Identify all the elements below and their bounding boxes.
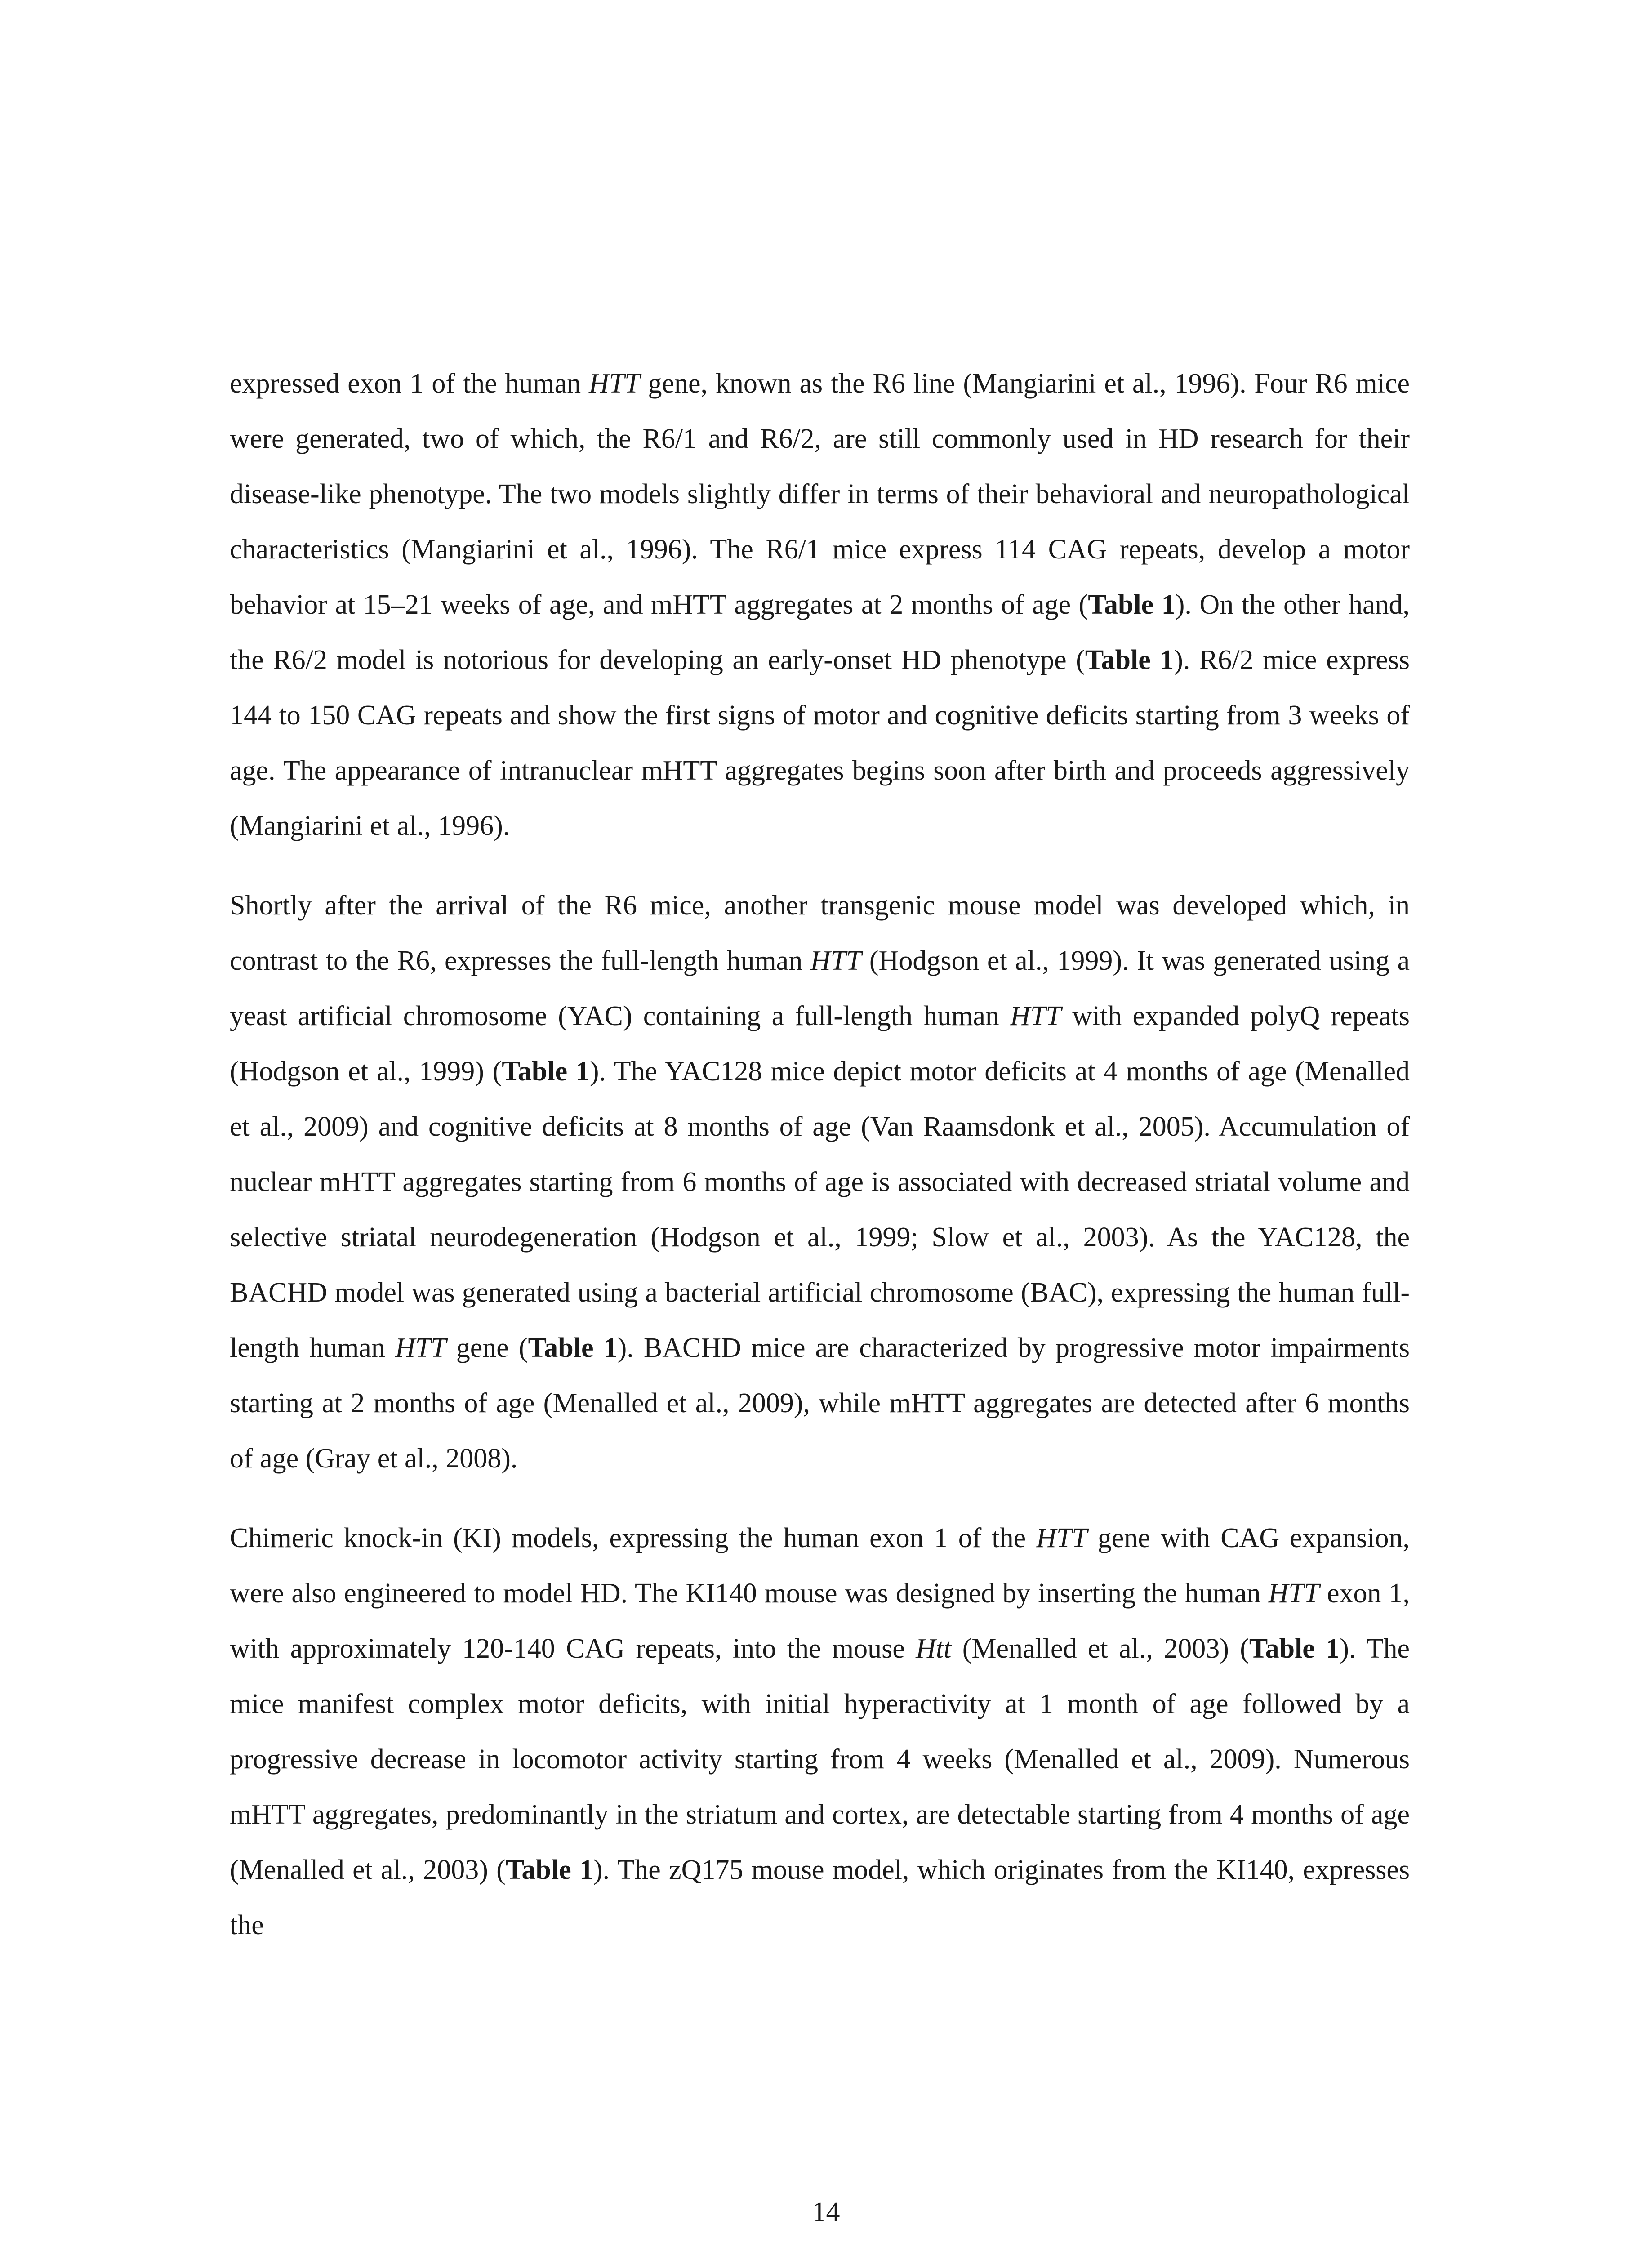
text-run: ). On the other hand, the R6/2 model is notorious for developing an early-onset HD phenotype ( — [230, 589, 1410, 675]
table-reference: Table 1 — [1249, 1633, 1340, 1664]
text-run: Chimeric knock-in (KI) models, expressing the human exon 1 of the — [230, 1523, 1037, 1553]
text-run: Shortly after the arrival of the R6 mice, another transgenic mouse model was developed which, in contrast to the R6, expresses the full-length human — [230, 890, 1410, 976]
italic-gene-name: HTT — [1036, 1523, 1087, 1553]
text-run: ). R6/2 mice express 144 to 150 CAG repeats and show the first signs of motor and cognitive deficits starting from 3 weeks of age. The appearance of intranuclear mHTT aggregates begins soon after birth and proceeds aggressively (Mangiarini et al., 1996). — [230, 645, 1410, 841]
italic-gene-name: HTT — [395, 1333, 446, 1363]
paragraph-yac-bac-models — [230, 878, 1410, 1486]
table-reference: Table 1 — [1088, 589, 1176, 620]
text-run: gene, known as the R6 line (Mangiarini et al., 1996). Four R6 mice were generated, two of which, the R6/1 and R6/2, are still commonly used in HD research for their disease-like phenotype. The two models slightly differ in terms of their behavioral and neuropathological characteristics (Mangiarini et al., 1996). The R6/1 mice express 114 CAG repeats, develop a motor behavior at 15–21 weeks of age, and mHTT aggregates at 2 months of age ( — [230, 368, 1410, 620]
page-number: 14 — [812, 2197, 840, 2227]
text-run: (Menalled et al., 2003) ( — [951, 1633, 1249, 1664]
body-text — [230, 356, 1410, 1953]
text-run: ). The zQ175 mouse model, which originates from the KI140, expresses the — [230, 1855, 1410, 1940]
italic-gene-name: HTT — [588, 368, 640, 399]
text-run: ). The YAC128 mice depict motor deficits at 4 months of age (Menalled et al., 2009) and cognitive deficits at 8 months of age (Van Raamsdonk et al., 2005). Accumulation of nuclear mHTT aggregates starting from 6 months of age is associated with decreased striatal volume and selective striatal neurodegeneration (Hodgson et al., 1999; Slow et al., 2003). As the YAC128, the BACHD model was generated using a bacterial artificial chromosome (BAC), expressing the human full-length human — [230, 1056, 1410, 1363]
table-reference: Table 1 — [1085, 645, 1174, 675]
text-run: gene with CAG expansion, were also engineered to model HD. The KI140 mouse was designed by inserting the human — [230, 1523, 1410, 1609]
text-run: expressed exon 1 of the human — [230, 368, 589, 399]
italic-gene-name: Htt — [916, 1633, 952, 1664]
table-reference: Table 1 — [528, 1333, 618, 1363]
text-run: ). The mice manifest complex motor deficits, with initial hyperactivity at 1 month of age followed by a progressive decrease in locomotor activity starting from 4 weeks (Menalled et al., 2009). Numerous mHTT aggregates, predominantly in the striatum and cortex, are detectable starting from 4 months of age (Menalled et al., 2003) ( — [230, 1633, 1410, 1885]
italic-gene-name: HTT — [1010, 1001, 1061, 1031]
text-run: exon 1, with approximately 120-140 CAG repeats, into the mouse — [230, 1578, 1410, 1664]
text-run: (Hodgson et al., 1999). It was generated using a yeast artificial chromosome (YAC) containing a full-length human — [230, 946, 1410, 1031]
table-reference: Table 1 — [502, 1056, 590, 1087]
paragraph-knock-in-models — [230, 1511, 1410, 1953]
italic-gene-name: HTT — [810, 946, 862, 976]
text-run: with expanded polyQ repeats (Hodgson et al., 1999) ( — [230, 1001, 1410, 1087]
text-run: gene ( — [446, 1333, 528, 1363]
italic-gene-name: HTT — [1268, 1578, 1320, 1609]
table-reference: Table 1 — [505, 1855, 594, 1885]
paragraph-r6-models — [230, 356, 1410, 854]
text-run: ). BACHD mice are characterized by progressive motor impairments starting at 2 months of age (Menalled et al., 2009), while mHTT aggregates are detected after 6 months of age (Gray et al., 2008). — [230, 1333, 1410, 1474]
